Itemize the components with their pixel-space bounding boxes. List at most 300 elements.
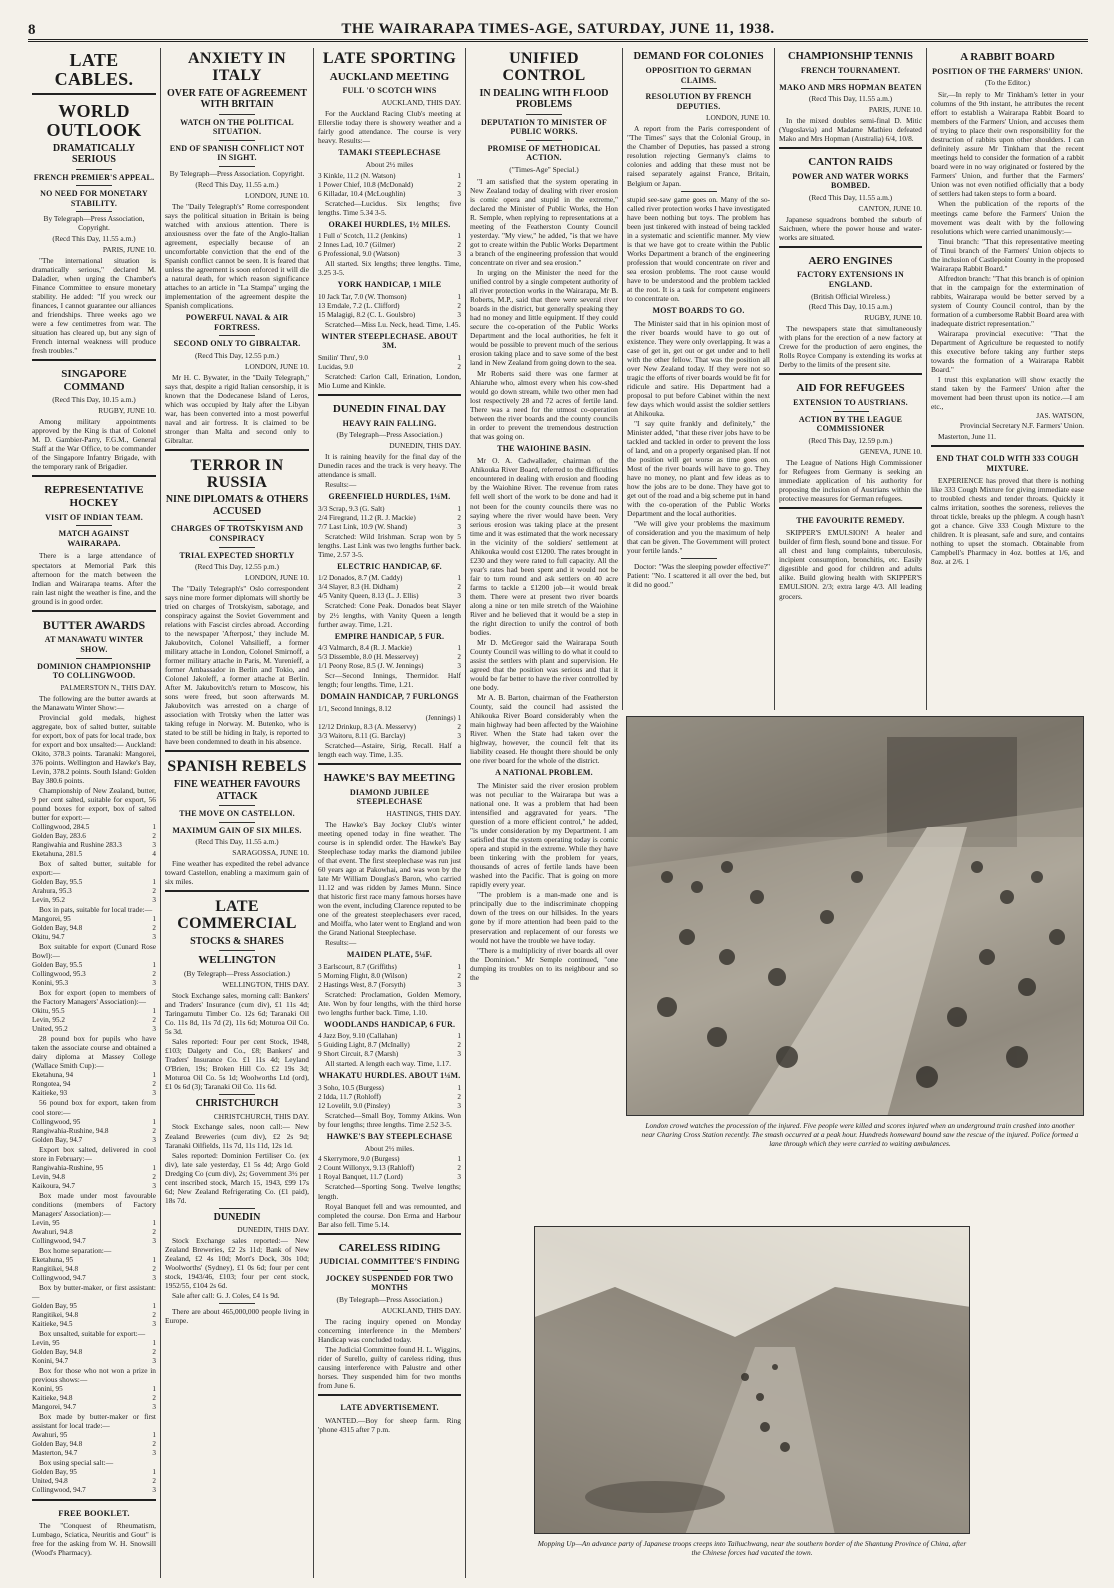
crosshead: THE WAIOHINE BASIN. xyxy=(497,443,591,453)
result-row xyxy=(32,1237,156,1246)
crowd-scene-illustration xyxy=(627,717,1084,1116)
result-row xyxy=(32,1164,156,1173)
auckland-meeting-headline: AUCKLAND MEETING xyxy=(329,70,450,83)
result-place: 3 xyxy=(457,250,461,259)
article-paragraph: The Minister said that in his opinion most of the river boards would have to go out of existence. They were only overlapping. It was a case of get in, get out or get under and to hell with the other fellow. That was the position all over New Zealand today. If they were not so tragic the efforts of river boards would be fit for ridicule and satire. His Department had a proposal to put before Cabinet within the next few days which would assist the soldier settlers at Ahikouka. xyxy=(627,318,770,418)
late-commercial-section xyxy=(165,890,309,1325)
deck: THE MOVE ON CASTELLON. xyxy=(179,809,295,819)
result-place: 1 xyxy=(152,878,156,887)
letter-paragraph: Alfredton branch: "That this branch is of opinion that in the campaign for the extermination of rabbits, Wairarapa would be better served by a system of County Council control, than by the formation of a cumbersome Rabbit Board area with inadequate district representation." xyxy=(931,273,1084,328)
world-outlook-headline: WORLD OUTLOOK xyxy=(46,100,142,140)
article-paragraph: Export box salted, delivered in cool store in February:— xyxy=(32,1144,156,1163)
result-entry: 4 Skerrymore, 9.0 (Burgess) xyxy=(318,1155,400,1164)
result-place: 2 xyxy=(152,924,156,933)
deck: WATCH ON THE POLITICAL SITUATION. xyxy=(180,117,294,137)
article-paragraph: "We will give your problems the maximum of consideration and you the maximum of help that can be given. The Government will protect your fertile lands." xyxy=(627,519,770,556)
article-paragraph: Box unsalted, suitable for export:— xyxy=(39,1328,146,1338)
result-entry: Levin, 95 xyxy=(32,1218,60,1227)
ad-text: WANTED.—Boy for sheep farm. Ring 'phone 4315 after 7 p.m. xyxy=(318,1415,461,1434)
result-place: 3 xyxy=(152,896,156,905)
result-entry: Konini, 95 xyxy=(32,1384,63,1393)
article-paragraph: "The international situation is dramatically serious," declared M. Daladier, when urging the Chamber's Finance Committee to ensure monetary stability. He added: "If you wreck our finances, I cannot guarantee our alliances and friendships. Three weeks ago we were a few centimetres from war. The situation has cleared up, but any sign of French internal weakness will produce fresh troubles." xyxy=(32,255,156,356)
unified-control-headline: UNIFIED CONTROL xyxy=(502,50,586,84)
result-row xyxy=(318,293,461,302)
canton-headline: CANTON RAIDS xyxy=(808,156,893,169)
dateline-place: SARAGOSSA, JUNE 10. xyxy=(232,848,309,858)
result-place: 1 xyxy=(152,823,156,832)
article-paragraph: Box for export (open to members of the Factory Managers' Association):— xyxy=(32,988,156,1007)
result-entry: Arahura, 95.3 xyxy=(32,887,72,896)
column-3 xyxy=(313,48,465,1578)
byline: (By Telegraph—Press Association.) xyxy=(336,430,443,440)
result-place: 2 xyxy=(152,970,156,979)
result-place: 3 xyxy=(152,1135,156,1144)
dateline-place: CHRISTCHURCH, THIS DAY. xyxy=(213,1111,309,1121)
results-list xyxy=(318,354,461,372)
result-entry: Eketahuna, 94 xyxy=(32,1071,74,1080)
result-place: 1 xyxy=(457,354,461,363)
result-row xyxy=(32,1431,156,1440)
result-entry: Rangiwahia-Rushine, 94.8 xyxy=(32,1126,109,1135)
result-row xyxy=(318,311,461,320)
terror-russia-headline: TERROR IN RUSSIA xyxy=(190,456,284,491)
result-entry: Rangiwahia-Rushine, 95 xyxy=(32,1163,104,1172)
result-place: 1 xyxy=(152,1163,156,1172)
result-place: 1 xyxy=(457,644,461,653)
result-row xyxy=(32,1182,156,1191)
byline: ("Times-Age" Special.) xyxy=(509,164,579,174)
dateline-place: AUCKLAND, THIS DAY. xyxy=(381,1305,461,1315)
result-entry: Golden Bay, 95 xyxy=(32,1301,77,1310)
deck: POSITION OF THE FARMERS' UNION. xyxy=(932,66,1083,76)
result-entry: 1/2 Donados, 8.7 (M. Caddy) xyxy=(318,574,403,583)
result-row xyxy=(32,887,156,896)
result-place: 1 xyxy=(457,574,461,583)
deck: FACTORY EXTENSIONS IN ENGLAND. xyxy=(797,270,904,289)
deck: DOMINION CHAMPIONSHIP TO COLLINGWOOD. xyxy=(37,661,151,681)
dunedin-final-article xyxy=(318,394,461,759)
result-place: 3 xyxy=(457,310,461,319)
result-row xyxy=(318,653,461,662)
result-row xyxy=(32,1274,156,1283)
results-list xyxy=(32,1256,156,1283)
race-name: MAIDEN PLATE, 5¼F. xyxy=(346,950,433,960)
divider xyxy=(76,525,112,526)
race-name: HAWKE'S BAY STEEPLECHASE xyxy=(326,1132,453,1141)
result-entry: 1 Power Chief, 10.8 (McDonald) xyxy=(318,180,414,189)
result-row xyxy=(318,574,461,583)
result-row xyxy=(32,915,156,924)
deck: SECOND ONLY TO GIBRALTAR. xyxy=(173,339,301,349)
divider xyxy=(372,1270,408,1271)
ad-text: SKIPPER'S EMULSION! A healer and builder of firm flesh, sound bone and tissue. For all chest and lung complaints, tuberculosis, incipient consumption, bronchitis, etc. Easily digestible and good for children and adults alike. Build glowing health with SKIPPER'S EMULSION. 2/3; extra large 4/3. All leading grocers. xyxy=(779,528,922,601)
results-list xyxy=(318,1155,461,1182)
result-row xyxy=(318,705,461,714)
result-row xyxy=(32,1118,156,1127)
result-row xyxy=(318,523,461,532)
result-row xyxy=(318,1032,461,1041)
result-place: 3 xyxy=(457,662,461,671)
result-place: 2 xyxy=(457,653,461,662)
result-row xyxy=(32,1071,156,1080)
results-list xyxy=(318,574,461,601)
result-entry: 3/3 Waitoru, 8.11 (G. Barclay) xyxy=(318,731,406,740)
result-place: 1 xyxy=(152,1071,156,1080)
result-entry: 3 Kinkle, 11.2 (N. Watson) xyxy=(318,171,396,180)
article-paragraph: Box for those who not won a prize in previous shows:— xyxy=(32,1365,156,1384)
result-row xyxy=(318,1164,461,1173)
divider xyxy=(526,114,562,115)
result-entry: 10 Jack Tar, 7.0 (W. Thomson) xyxy=(318,292,407,301)
result-row xyxy=(32,970,156,979)
result-entry: Kaitieke, 94.5 xyxy=(32,1319,73,1328)
result-entry: Masterton, 94.7 xyxy=(32,1448,78,1457)
article-paragraph: Box suitable for export (Cunard Rose Bowl):— xyxy=(32,942,156,961)
race-name: YORK HANDICAP, 1 MILE xyxy=(337,280,442,290)
result-place: 2 xyxy=(152,1347,156,1356)
result-place: 2 xyxy=(152,1080,156,1089)
result-row xyxy=(32,1394,156,1403)
dateline-place: LONDON, JUNE 10. xyxy=(244,190,309,200)
article-continuation: stupid see-saw game goes on. Many of the so-called river protection works I have investigated have been nothing but toys. The problem has been just tinkered with instead of being tackled in a systematic and scientific manner. My view is that we have got to create within the Public Works Department a branch of the engineering profession that would concentrate on river and sea erosion problems. The root cause would have to be understood and the problem tackled at the root. It is a task for competent engineers to concentrate on. xyxy=(627,194,770,303)
spanish-rebels-headline: SPANISH REBELS xyxy=(167,758,307,776)
result-entry: Golden Bay, 95.5 xyxy=(32,878,83,887)
result-row xyxy=(32,933,156,942)
article-paragraph: Mr O. A. Cadwallader, chairman of the Ahikouka River Board, referred to the difficulties encountered in dealing with erosion and flooding by the Waiohine River. The revenue from rates fell well short of the work to be done and had it not been for the county councils there was no saying where the river would have been. Very serious erosion was taking place at the present time and it was estimated that the work necessary in the vicinity of the soldiers' settlement at Ahikouka would cost £1200. The rates brought in £230 and they were rated to full capacity. All the year's rates had been spent and it would not be fair to turn round and ask settlers on 40 acre farms to tackle a £1200 job—it would break them. There were at present two river boards along a nine or ten mile stretch of the Waiohine River and he believed that it would be a step in the right direction to unify the control of both bodies. xyxy=(470,456,618,637)
result-entry: Eketahuna, 95 xyxy=(32,1255,74,1264)
article-paragraph: It is raining heavily for the final day of the Dunedin races and the track is very heavy. The attendance is small. xyxy=(318,452,461,480)
result-place: 3 xyxy=(152,841,156,850)
divider xyxy=(219,547,255,548)
race-distance: About 2½ miles xyxy=(365,159,414,169)
race-name: WINTER STEEPLECHASE. ABOUT 3M. xyxy=(321,331,458,351)
result-entry: Mangorei, 95 xyxy=(32,915,71,924)
result-place: 3 xyxy=(152,979,156,988)
newspaper-title: THE WAIRARAPA TIMES-AGE, SATURDAY, JUNE 11, 1938. xyxy=(341,21,775,37)
article-paragraph: "I say quite frankly and definitely," the Minister added, "that these river jobs have to be tackled and tackled in order to prevent the loss of land, and on a properly organised plan. If not the position will get worse as time goes on. Most of the river boards will have to go. They have no money, no plant and few ideas as to how the jobs are to be done. They have got to get out of the road and a big scheme put in hand with the co-operation of the Public Works Department and the local authorities. xyxy=(627,418,770,519)
letter-paragraph: Wairarapa provincial executive: "That the Department of Agriculture be requested to notify this executive before taking any further steps towards the formation of a Wairarapa Rabbit Board." xyxy=(931,328,1084,375)
result-entry: Collingwood, 94.7 xyxy=(32,1273,86,1282)
result-place: 1 xyxy=(152,1117,156,1126)
result-place: (Jennings) 1 xyxy=(425,713,461,722)
received-time: (Recd This Day, 10.15 a.m.) xyxy=(808,302,893,312)
divider xyxy=(219,1208,255,1209)
result-place: 1 xyxy=(152,1467,156,1476)
deck: DIAMOND JUBILEE STEEPLECHASE xyxy=(349,787,430,807)
late-sporting-headline: LATE SPORTING xyxy=(322,50,457,67)
result-entry: 5 Guiding Light, 8.7 (McInally) xyxy=(318,1041,410,1050)
dunedin-final-headline: DUNEDIN FINAL DAY xyxy=(332,403,447,416)
result-row xyxy=(32,1385,156,1394)
result-row xyxy=(318,181,461,190)
result-place: 4 xyxy=(152,850,156,859)
result-place: 2 xyxy=(152,1172,156,1181)
results-list xyxy=(32,1385,156,1412)
result-row xyxy=(318,662,461,671)
article-paragraph: The Hawke's Bay Jockey Club's winter meeting opened today in fine weather. The course is in splendid order. The Hawke's Bay Steeplechase today marks the diamond jubilee of that event. The first steeplechase was run just 60 years ago at Pakowhai, and was won by the late Mr William Douglas's Baron, who carried 11.12 and was ridden by James Munn. Since that historic first race many famous horses have won the event, including Clarence reputed to be one of the greatest steeplechasers ever raced, and Moiffa, who later went to England and won the Grand National Steeplechase. xyxy=(318,819,461,937)
result-place: 1 xyxy=(152,1430,156,1439)
received-time: (Recd This Day, 11.55 a.m.) xyxy=(808,192,893,202)
result-row xyxy=(318,363,461,372)
result-row xyxy=(32,979,156,988)
result-place: 3 xyxy=(457,1173,461,1182)
results-list xyxy=(318,293,461,320)
result-row xyxy=(32,1265,156,1274)
divider xyxy=(219,166,255,167)
byline: By Telegraph—Press Association, Copyright. xyxy=(43,214,145,233)
result-entry: Okitu, 94.7 xyxy=(32,933,65,942)
result-place: 2 xyxy=(152,1393,156,1402)
tennis-headline: CHAMPIONSHIP TENNIS xyxy=(788,51,913,62)
divider xyxy=(833,79,869,80)
result-entry: 4 Jazz Boy, 9.10 (Callahan) xyxy=(318,1032,398,1041)
result-entry: Levin, 94.8 xyxy=(32,1172,65,1181)
article-paragraph: Box made by butter-maker or first assistant for local trade:— xyxy=(32,1411,156,1430)
result-place: 1 xyxy=(457,171,461,180)
careless-riding-article xyxy=(318,1233,461,1390)
article-paragraph: The Judicial Committee found H. L. Wiggins, rider of Surello, guilty of careless riding, thus causing interference with Palustre and other horses. They suspended him for two months from June 6. xyxy=(318,1344,461,1391)
page-number: 8 xyxy=(28,22,36,38)
subhead: IN DEALING WITH FLOOD PROBLEMS xyxy=(479,87,609,111)
result-entry: 3/3 Scrap, 9.3 (G. Salt) xyxy=(318,504,385,513)
received-time: (Recd This Day, 12.55 p.m.) xyxy=(195,350,279,360)
result-entry: 12 Lovelilt, 9.0 (Pinsley) xyxy=(318,1101,391,1110)
results-list xyxy=(318,644,461,671)
article-paragraph: Box using special salt:— xyxy=(39,1457,114,1467)
result-entry: Kaitieke, 94.8 xyxy=(32,1393,73,1402)
article-paragraph: The "Daily Telegraph's" Oslo correspondent says nine more former diplomats will shortly be tried on charges of Trotskyism, sabotage, and conspiracy against the Soviet Government and relations with Fascist circles abroad. According to the newspaper 'Afterpost,' they include M. Jakubovitch, Colonel Vahsilieff, a former military attache in London, Colonel Smirnoff, a former military attache in Paris, M. Yurenieff, a former Ambassador in Berlin and Tokio, and Colonel Jakoleff, a former attache at Berlin. After M. Jakubovitch's return to Moscow, his sons were freed, but soon afterwards M. Jakubovitch was arrested on a charge of association with Trotsky when the latter was taking refuge in Norway. M. Butenko, who is stated to be still be hiding in Italy, is reported to have been condemned to death in his absence. xyxy=(165,583,309,747)
article-paragraph: Box home separation:— xyxy=(39,1245,112,1255)
deck: HEAVY RAIN FALLING. xyxy=(342,418,437,428)
divider xyxy=(681,88,717,89)
article-paragraph: Stock Exchange sales, noon call:— New Zealand Breweries (cum div), £2 2s 9d; Taranaki Oilfields, 11s 7d, 11s 11d, 12s 1d. xyxy=(165,1122,309,1150)
result-entry: 2 Count Willonyx, 9.13 (Rahloff) xyxy=(318,1164,415,1173)
hawkes-bay-headline: HAWKE'S BAY MEETING xyxy=(323,771,456,784)
byline: (By Telegraph—Press Association.) xyxy=(184,969,290,978)
byline: (British Official Wireless.) xyxy=(811,291,890,301)
divider xyxy=(219,1094,255,1095)
rabbit-board-headline: A RABBIT BOARD xyxy=(960,51,1055,63)
result-place xyxy=(457,705,461,714)
wellington-heading: WELLINGTON xyxy=(198,954,276,967)
result-row xyxy=(32,841,156,850)
result-entry: 2 Idda, 11.7 (Rohloff) xyxy=(318,1092,381,1101)
race-name: DOMAIN HANDICAP, 7 FURLONGS xyxy=(320,692,459,702)
article-paragraph: Mr Roberts said there was one farmer at Ahiaruhe who, almost every when his cow-shed would go down stream, while two other men had lost respectively 28 and 72 acres of fertile land. There was a need for the utmost co-operation between the river boards and the county councils in order to prevent the tremendous destruction that was going on. xyxy=(470,368,618,441)
column-2 xyxy=(160,48,313,1578)
result-place: 1 xyxy=(152,1338,156,1347)
results-list xyxy=(318,963,461,990)
result-row xyxy=(32,1403,156,1412)
japanese-troops-photo xyxy=(534,1226,970,1534)
result-row xyxy=(318,514,461,523)
dateline-place: WELLINGTON, THIS DAY. xyxy=(222,979,309,989)
result-place: 1 xyxy=(152,1255,156,1264)
result-place: 2 xyxy=(152,887,156,896)
result-place: 3 xyxy=(152,1448,156,1457)
results-list xyxy=(318,172,461,199)
result-row xyxy=(32,1449,156,1458)
result-place: 3 xyxy=(152,1402,156,1411)
result-row xyxy=(32,1348,156,1357)
deck: JOCKEY SUSPENDED FOR TWO MONTHS xyxy=(325,1273,454,1293)
dateline-place: PALMERSTON N., THIS DAY. xyxy=(60,682,156,692)
deck: OPPOSITION TO GERMAN CLAIMS. xyxy=(645,66,752,85)
article-paragraph: Stock Exchange sales reported:— New Zealand Breweries, £2 2s 11d; Bank of New Zealand, £2 4s 10d; Mort's Dock, 30s 10d; Woolworths' (Sydney), £1 0s 6d; four per cent stock, 1943/46, £103; four per cent stock, 1952/55, £104 2s 6d. xyxy=(165,1236,309,1291)
results-list xyxy=(32,1339,156,1366)
article-paragraph: In the mixed doubles semi-final D. Mitic (Yugoslavia) and Madame Mathieu defeated Mako and Mrs Hopman (Australia) 6/4, 10/8. xyxy=(779,116,922,144)
photo-caption-2: Mopping Up—An advance party of Japanese troops creeps into Taihuchwang, near the southern border of the Shantung Province of China, after the Chinese forces had vacated the town. xyxy=(537,1539,967,1557)
result-entry: Collingwood, 94.7 xyxy=(32,1236,86,1245)
result-row xyxy=(318,592,461,601)
result-entry: Okitu, 95.5 xyxy=(32,1007,65,1016)
result-place: 3 xyxy=(152,933,156,942)
result-row xyxy=(318,1041,461,1050)
race-name: ORAKEI HURDLES, 1½ MILES. xyxy=(328,219,451,229)
article-paragraph: For the Auckland Racing Club's meeting at Ellerslie today there is showery weather and a fairly good attendance. The course is very heavy. Results:— xyxy=(318,108,461,145)
result-place: 1 xyxy=(457,1155,461,1164)
results-list xyxy=(32,823,156,859)
editor-note: (To the Editor.) xyxy=(984,78,1031,88)
dateline-place: PARIS, JUNE 10. xyxy=(102,244,156,254)
free-booklet-ad xyxy=(32,1499,156,1557)
deck: AT MANAWATU WINTER SHOW. xyxy=(44,635,144,655)
result-entry: United, 94.8 xyxy=(32,1476,68,1485)
result-entry: Golden Bay, 94.8 xyxy=(32,1439,83,1448)
article-paragraph: The "Daily Telegraph's" Rome correspondent says the political situation in Britain is being watched with anxious attention. There is anxiousness over the fate of the Anglo-Italian agreement, especially because of an uncomfortable conviction that the end of the Spanish conflict cannot be seen. It is feared that unless the agreement is soon enforced it will die a natural death, for which reason significance attaches to an article in "La Stampa" urging the implementation of the agreement despite the Spanish complications. xyxy=(165,201,309,310)
results-list xyxy=(32,915,156,942)
canton-article xyxy=(779,147,922,242)
result-row xyxy=(318,1102,461,1111)
result-row xyxy=(32,1339,156,1348)
divider xyxy=(219,805,255,806)
subhead: OVER FATE OF AGREEMENT WITH BRITAIN xyxy=(166,87,308,111)
article-paragraph: The League of Nations High Commissioner for Refugees from Germany is seeking an immediate application of his authority for proposing the inclusion of Austrians within the protective measures for German refugees. xyxy=(779,457,922,503)
divider xyxy=(681,558,717,559)
race-notes: All started. A length each way. Time, 1.17. xyxy=(325,1059,451,1069)
result-row xyxy=(32,1228,156,1237)
result-place: 2 xyxy=(457,971,461,980)
results-list xyxy=(318,505,461,532)
result-row xyxy=(32,1320,156,1329)
result-entry: Golden Bay, 95 xyxy=(32,1467,77,1476)
result-place: 1 xyxy=(457,1083,461,1092)
received-time: (Recd This Day, 11.55 a.m.) xyxy=(195,837,279,847)
result-row xyxy=(32,1468,156,1477)
deck: TRIAL EXPECTED SHORTLY xyxy=(179,550,295,560)
result-row xyxy=(32,1007,156,1016)
result-place: 1 xyxy=(152,1384,156,1393)
result-place: 1 xyxy=(457,504,461,513)
results-list xyxy=(32,1164,156,1191)
divider xyxy=(219,950,255,951)
race-name: EMPIRE HANDICAP, 5 FUR. xyxy=(334,631,445,641)
result-entry: 15 Malagigi, 8.2 (C. L. Goulsbro) xyxy=(318,310,416,319)
received-time: (Recd This Day, 11.55 a.m.) xyxy=(195,179,279,189)
result-row xyxy=(32,1440,156,1449)
article-paragraph: Provincial gold medals, highest aggregate, box of salted butter, suitable for export, box of pats for local trade, box for export and box unsalted:— Auckland: Okito, 378.3 points. Taranaki: Mangorei, 376 points. Wellington and Hawke's Bay, Levin, 378.2 points. South Island: Golden Bay 380.6 points. xyxy=(32,712,156,785)
ad-heading: END THAT COLD WITH 333 COUGH MIXTURE. xyxy=(936,453,1079,473)
race-notes: Scratched: Carlon Call, Erination, London, Mio Lume and Kinkle. xyxy=(318,372,461,391)
result-entry: Lucidas, 9.0 xyxy=(318,363,354,372)
result-place: 3 xyxy=(152,1025,156,1034)
result-row xyxy=(318,714,461,723)
troops-scene-illustration xyxy=(535,1227,970,1534)
race-notes: Scratched: Proclamation, Golden Memory, Ate. Won by four lengths, with the third horse two lengths further back. Time, 1.10. xyxy=(318,989,461,1017)
result-entry: 7/7 Last Link, 10.9 (W. Shand) xyxy=(318,522,408,531)
result-place: 3 xyxy=(152,1273,156,1282)
result-place: 3 xyxy=(457,522,461,531)
deck: RESOLUTION BY FRENCH DEPUTIES. xyxy=(645,92,752,111)
divider xyxy=(219,114,255,115)
deck: POWERFUL NAVAL & AIR FORTRESS. xyxy=(185,312,289,332)
article-paragraph: Box of salted butter, suitable for export:— xyxy=(32,859,156,878)
race-distance: About 2½ miles. xyxy=(364,1143,415,1153)
results-list xyxy=(32,1219,156,1246)
result-row xyxy=(32,1477,156,1486)
singapore-article xyxy=(32,359,156,471)
result-entry: Golden Bay, 95.5 xyxy=(32,961,83,970)
result-entry: Awahuri, 95 xyxy=(32,1430,68,1439)
photo-caption-1: London crowd watches the procession of the injured. Five people were killed and scores injured when an underground train crashed into another near Charing Cross Station recently. The smash occurred at a peak hour. Hundreds homeward bound saw the rescue of the injured. Police formed a lane through which they were carried to waiting ambulances. xyxy=(641,1121,1079,1148)
article-paragraph: Fine weather has expedited the rebel advance toward Castellon, enabling a maximum gain of six miles. xyxy=(165,859,309,887)
result-place: 3 xyxy=(457,189,461,198)
deck: FULL 'O SCOTCH WINS xyxy=(342,86,437,96)
results-list xyxy=(318,232,461,259)
deck: FRENCH PREMIER'S APPEAL. xyxy=(33,172,155,182)
result-entry: Golden Bay, 283.6 xyxy=(32,832,86,841)
result-row xyxy=(318,172,461,181)
train-crash-crowd-photo xyxy=(626,716,1084,1116)
divider xyxy=(219,335,255,336)
article-paragraph: Box made under most favourable conditions (members of Factory Managers' Association):— xyxy=(32,1190,156,1218)
result-entry: Rangitikei, 94.8 xyxy=(32,1310,79,1319)
divider xyxy=(219,140,255,141)
race-notes: Scratched: Cone Peak. Donados beat Slayer by 2½ lengths, with Vanity Queen a length further away. Time, 1.21. xyxy=(318,601,461,629)
result-entry: 4/3 Valmarch, 8.4 (R. J. Mackie) xyxy=(318,644,412,653)
result-place: 2 xyxy=(152,1016,156,1025)
result-place: 2 xyxy=(457,1041,461,1050)
result-place: 2 xyxy=(152,1439,156,1448)
race-notes: Scratched—Small Boy, Tommy Atkins. Won by four lengths; three lengths. Time 2.52 3-5. xyxy=(318,1110,461,1129)
result-entry: Collingwood, 95.3 xyxy=(32,970,86,979)
race-notes: Scr—Second Innings, Thermidor. Half length; four lengths. Time, 1.21. xyxy=(318,671,461,690)
late-cables-heading: LATE CABLES. xyxy=(54,50,134,89)
article-paragraph: 28 pound box for pupils who have taken the associate course and obtained a dairy diploma at Massey College (Wallace Smith Cup):— xyxy=(32,1034,156,1071)
letter-paragraph: When the publication of the reports of the meetings came before the Farmers' Union the movement was dealt with by the following resolutions which were carried unanimously:— xyxy=(931,199,1084,236)
results-label: Results:— xyxy=(325,938,357,947)
result-row xyxy=(318,1173,461,1182)
received-time: (Recd This Day, 12.55 p.m.) xyxy=(195,562,279,572)
letter-paragraph: Sir,—In reply to Mr Tinkham's letter in your columns of the 9th instant, he attributes the recent effort to establish a Wairarapa Rabbit Board to members of the Farmers' Union, and accuses them of trying to place their own responsibility for the destruction of rabbits upon other shoulders. I can definitely assure Mr Tinkham that the recent meetings held to consider the formation of a rabbit board were in no way originated or fostered by the Farmers' Union, and further that the Farmers' Union was not even notified officially that a body of settlers had taken steps to form a board. xyxy=(931,90,1084,199)
divider xyxy=(833,411,869,412)
column-1 xyxy=(28,48,160,1578)
result-entry: Mangorei, 94.7 xyxy=(32,1402,77,1411)
result-row xyxy=(318,723,461,732)
result-entry: 3/4 Slayer, 8.3 (H. Didham) xyxy=(318,583,399,592)
article-paragraph: The newspapers state that simultaneously with plans for the erection of a new factory at Crewe for the production of aero engines, the Rolls Royce Company is extending its works at Derby to the limits of the present site. xyxy=(779,324,922,370)
dateline-place: CANTON, JUNE 10. xyxy=(858,203,922,213)
result-entry: 5/3 Dissemble, 8.0 (H. Messervey) xyxy=(318,653,419,662)
result-place: 2 xyxy=(152,1310,156,1319)
deck: JUDICIAL COMMITTEE'S FINDING xyxy=(319,1257,460,1267)
article-paragraph: Mr H. C. Bywater, in the "Daily Telegraph," says that, despite a rigid Italian censorship, it is known that the Dodecanese Island of Leros, which was occupied by Italy after the Libyan war, has been converted into a most powerful naval and air fortress. It is claimed to be stronger than Malta and second only to Gibraltar. xyxy=(165,372,309,445)
favourite-remedy-ad xyxy=(779,507,922,601)
subhead: NINE DIPLOMATS & OTHERS ACCUSED xyxy=(165,494,309,517)
dunedin-heading: DUNEDIN xyxy=(213,1211,261,1223)
result-row xyxy=(32,832,156,841)
result-row xyxy=(318,732,461,741)
